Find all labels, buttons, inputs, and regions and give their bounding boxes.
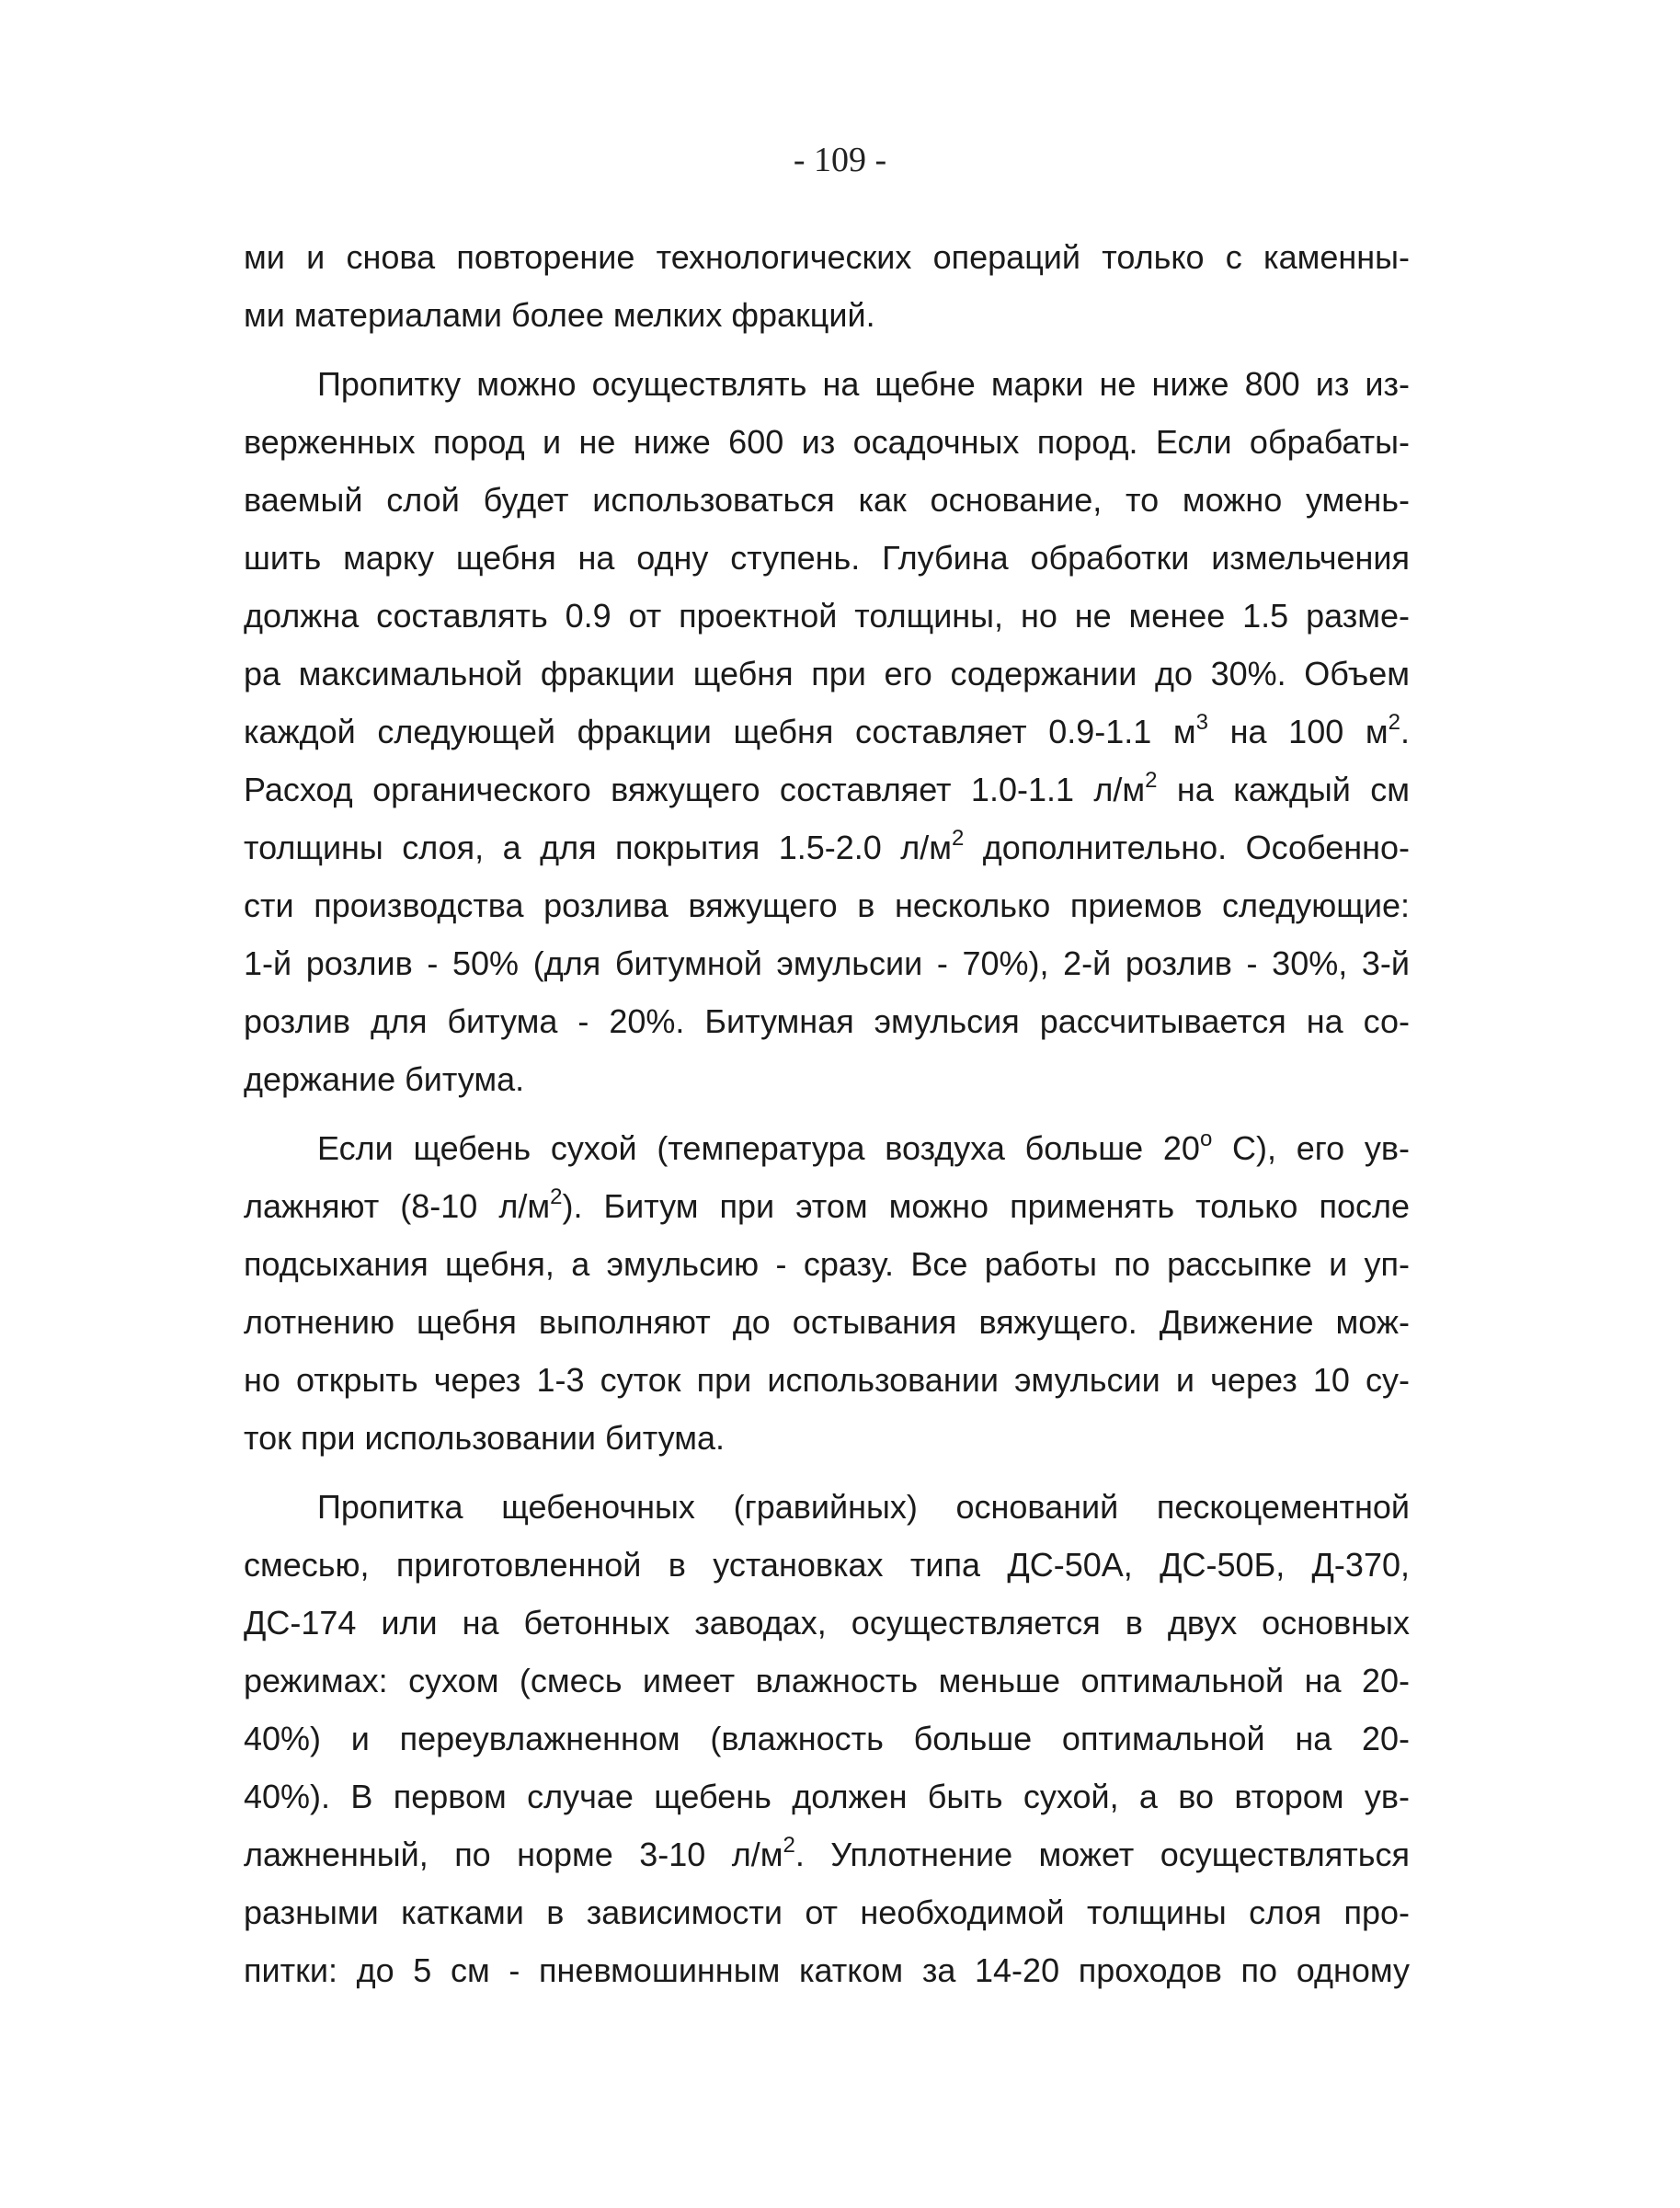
text-line: питки: до 5 см - пневмошинным катком за 14-20 проходов по одному xyxy=(244,1951,1410,1989)
text-line: 1-й розлив - 50% (для битумной эмульсии - 70%), 2-й розлив - 30%, 3-й xyxy=(244,944,1410,982)
text-line: ра максимальной фракции щебня при его содержании до 30%. Объем xyxy=(244,655,1410,692)
text-line: но открыть через 1-3 суток при использовании эмульсии и через 10 су- xyxy=(244,1361,1410,1399)
superscript: 2 xyxy=(783,1833,795,1858)
text-line: розлив для битума - 20%. Битумная эмульсия рассчитывается на со- xyxy=(244,1002,1410,1040)
text-line: разными катками в зависимости от необходимой толщины слоя про- xyxy=(244,1893,1410,1931)
text-line: сти производства розлива вяжущего в несколько приемов следующие: xyxy=(244,887,1410,924)
paragraph xyxy=(244,1119,1410,1467)
superscript: 2 xyxy=(1145,768,1158,793)
text-line: лажненный, по норме 3-10 $л/м^2$. Уплотнение может осуществляться xyxy=(244,1833,1410,1873)
text-line: смесью, приготовленной в установках типа ДС-50А, ДС-50Б, Д-370, xyxy=(244,1546,1410,1584)
paragraph xyxy=(244,228,1410,344)
superscript: 2 xyxy=(1388,710,1400,735)
text-line: верженных пород и не ниже 600 из осадочных пород. Если обрабаты- xyxy=(244,423,1410,461)
document-body xyxy=(244,228,1410,1999)
paragraph xyxy=(244,355,1410,1108)
text-line: ваемый слой будет использоваться как основание, то можно умень- xyxy=(244,481,1410,519)
text-line: должна составлять 0.9 от проектной толщины, но не менее 1.5 разме- xyxy=(244,597,1410,635)
superscript: 2 xyxy=(550,1184,563,1209)
text-line: держание битума. xyxy=(244,1060,525,1098)
text-line: режимах: сухом (смесь имеет влажность меньше оптимальной на 20- xyxy=(244,1662,1410,1699)
text-line: ми материалами более мелких фракций. xyxy=(244,296,875,334)
page-number: - 109 - xyxy=(793,141,887,179)
paragraph xyxy=(244,1478,1410,1999)
text-line: ми и снова повторение технологических операций только с каменны- xyxy=(244,238,1410,276)
superscript: 3 xyxy=(1195,710,1209,735)
text-line: Пропитку можно осуществлять на щебне марки не ниже 800 из из- xyxy=(317,365,1410,403)
text-line: лажняют (8-10 $л/м^2$). Битум при этом можно применять только после xyxy=(244,1184,1410,1225)
superscript: о xyxy=(1199,1127,1213,1151)
text-line: Расход органического вяжущего составляет 1.0-1.1 $л/м^2$ на каждый см xyxy=(244,768,1410,808)
text-line: толщины слоя, а для покрытия 1.5-2.0 $л/м^2$ дополнительно. Особенно- xyxy=(244,826,1410,866)
text-line: Пропитка щебеночных (гравийных) оснований пескоцементной xyxy=(317,1488,1410,1526)
text-line: шить марку щебня на одну ступень. Глубина обработки измельчения xyxy=(244,539,1410,577)
text-line: каждой следующей фракции щебня составляет 0.9-1.1 $м^3$ на 100 $м^2$. xyxy=(244,710,1410,750)
text-line: ток при использовании битума. xyxy=(244,1419,726,1457)
text-line: ДС-174 или на бетонных заводах, осуществляется в двух основных xyxy=(244,1604,1410,1642)
text-line: 40%) и переувлажненном (влажность больше оптимальной на 20- xyxy=(244,1720,1410,1757)
text-line: подсыхания щебня, а эмульсию - сразу. Все работы по рассыпке и уп- xyxy=(244,1245,1410,1283)
text-line: Если щебень сухой (температура воздуха больше $20^о$ С), его ув- xyxy=(317,1127,1410,1167)
text-line: 40%). В первом случае щебень должен быть сухой, а во втором ув- xyxy=(244,1778,1410,1815)
superscript: 2 xyxy=(952,826,965,851)
text-line: лотнению щебня выполняют до остывания вяжущего. Движение мож- xyxy=(244,1303,1410,1341)
